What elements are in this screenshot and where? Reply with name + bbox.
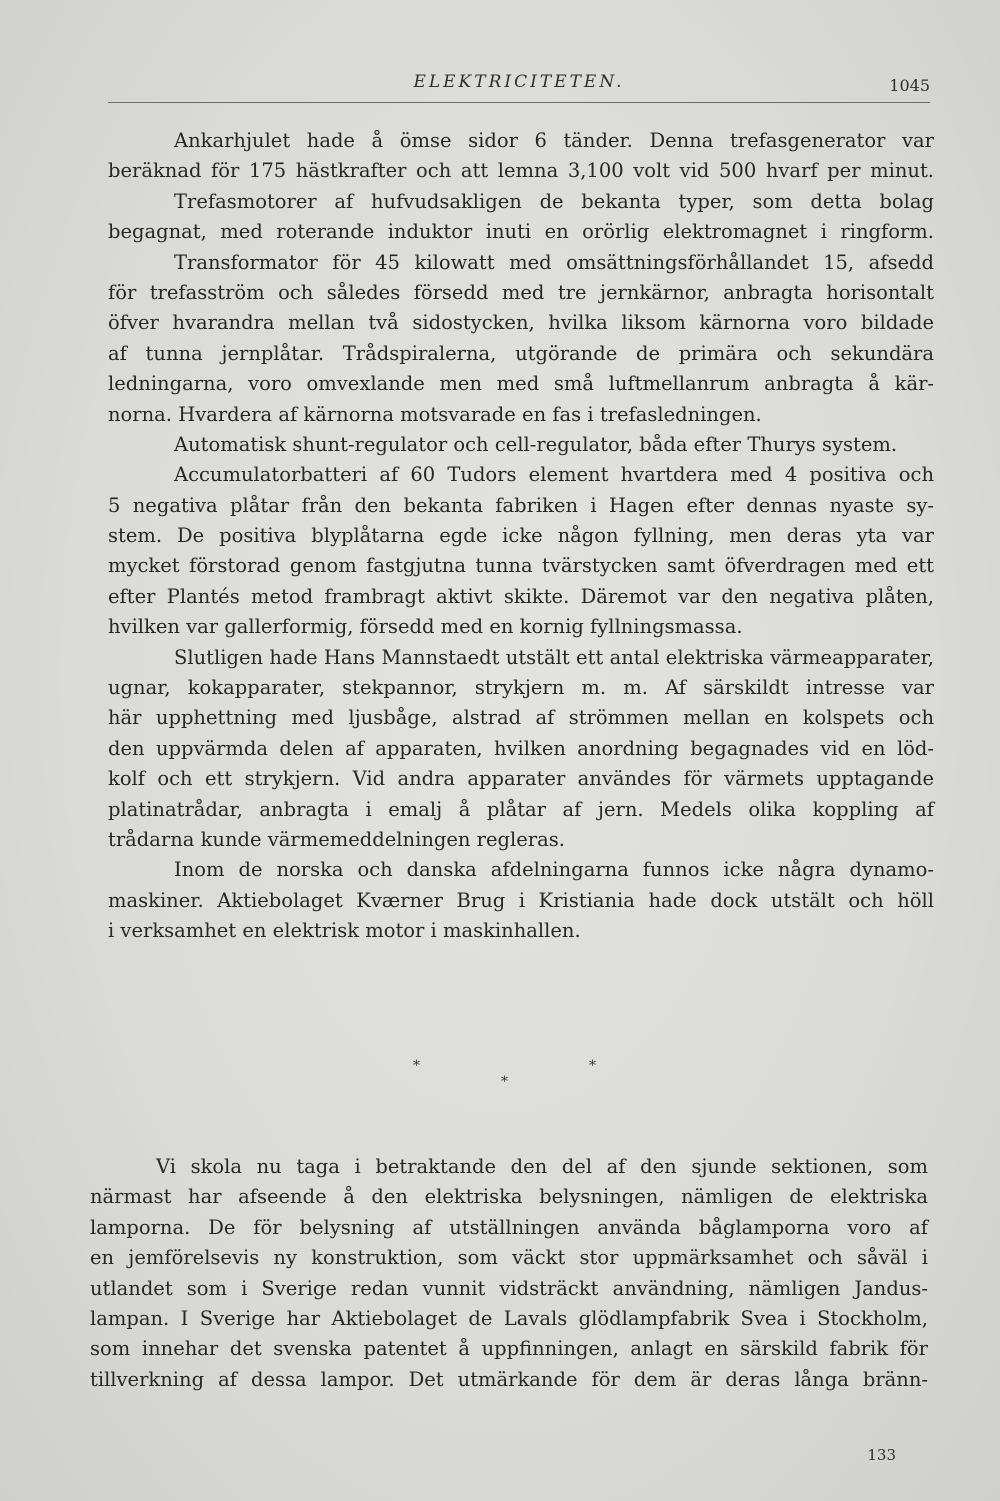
text-line: Trefasmotorer af hufvudsakligen de bekanta typer, som detta bolag: [174, 189, 934, 213]
section-1-text: [108, 126, 934, 947]
text-line: stem. De positiva blyplåtarna egde icke någon fyllning, men deras yta var: [108, 524, 934, 548]
running-head: [108, 68, 930, 103]
asterism-star: *: [501, 1074, 508, 1090]
text-line: den uppvärmda delen af apparaten, hvilken anordning begagnades vid en löd-: [108, 736, 934, 760]
text-line: som innehar det svenska patentet å uppfinningen, anlagt en särskild fabrik för: [90, 1337, 928, 1361]
text-line: ledningarna, voro omvexlande men med små luftmellanrum anbragta å kär-: [108, 372, 934, 396]
asterism-star: *: [413, 1058, 420, 1074]
text-line: 5 negativa plåtar från den bekanta fabriken i Hagen efter dennas nyaste sy-: [108, 493, 934, 517]
text-line: Accumulatorbatteri af 60 Tudors element hvartdera med 4 positiva och: [174, 463, 934, 487]
text-line: i verksamhet en elektrisk motor i maskinhallen.: [108, 919, 581, 943]
text-line: lamporna. De för belysning af utställningen använda båglamporna voro af: [90, 1215, 928, 1239]
text-line: en jemförelsevis ny konstruktion, som väckt stor uppmärksamhet och såväl i: [90, 1246, 928, 1270]
text-line: mycket förstorad genom fastgjutna tunna tvärstycken samt öfverdragen med ett: [108, 554, 934, 578]
text-line: norna. Hvardera af kärnorna motsvarade en fas i trefasledningen.: [108, 402, 762, 426]
running-title: ELEKTRICITETEN.: [413, 72, 625, 92]
text-line: Slutligen hade Hans Mannstaedt utstält ett antal elektriska värmeapparater,: [174, 645, 934, 669]
signature-mark: 133: [867, 1446, 896, 1464]
text-line: Transformator för 45 kilowatt med omsättningsförhållandet 15, afsedd: [174, 250, 934, 274]
section-2-text: [90, 1152, 928, 1395]
asterism: [0, 1058, 1000, 1098]
text-line: närmast har afseende å den elektriska belysningen, nämligen de elektriska: [90, 1185, 928, 1209]
asterism-star: *: [589, 1058, 596, 1074]
text-line: begagnat, med roterande induktor inuti en orörlig elektromagnet i ringform.: [108, 220, 934, 244]
text-line: för trefasström och således försedd med tre jernkärnor, anbragta horisontalt: [108, 280, 934, 304]
text-line: efter Plantés metod frambragt aktivt skikte. Däremot var den negativa plåten,: [108, 584, 934, 608]
text-line: beräknad för 175 hästkrafter och att lemna 3,100 volt vid 500 hvarf per minut.: [108, 159, 934, 183]
text-line: platinatrådar, anbragta i emalj å plåtar af jern. Medels olika koppling af: [108, 797, 934, 821]
text-line: här upphettning med ljusbåge, alstrad af strömmen mellan en kolspets och: [108, 706, 934, 730]
text-line: utlandet som i Sverige redan vunnit vidsträckt användning, nämligen Jandus-: [90, 1276, 928, 1300]
text-line: kolf och ett strykjern. Vid andra apparater användes för värmets upptagande: [108, 767, 934, 791]
page-number: 1045: [889, 76, 930, 95]
text-line: tillverkning af dessa lampor. Det utmärkande för dem är deras långa bränn-: [90, 1367, 928, 1391]
text-line: Inom de norska och danska afdelningarna funnos icke några dynamo-: [174, 858, 934, 882]
text-line: maskiner. Aktiebolaget Kværner Brug i Kristiania hade dock utstält och höll: [108, 888, 934, 912]
text-line: af tunna jernplåtar. Trådspiralerna, utgörande de primära och sekundära: [108, 341, 934, 365]
text-line: hvilken var gallerformig, försedd med en kornig fyllningsmassa.: [108, 615, 743, 639]
text-line: ugnar, kokapparater, stekpannor, strykjern m. m. Af särskildt intresse var: [108, 676, 934, 700]
text-line: Automatisk shunt-regulator och cell-regulator, båda efter Thurys system.: [174, 432, 898, 456]
text-line: trådarna kunde värmemeddelningen regleras.: [108, 827, 565, 851]
text-line: Vi skola nu taga i betraktande den del af den sjunde sektionen, som: [156, 1155, 928, 1178]
text-line: öfver hvarandra mellan två sidostycken, hvilka liksom kärnorna voro bildade: [108, 311, 934, 335]
text-line: lampan. I Sverige har Aktiebolaget de Lavals glödlampfabrik Svea i Stockholm,: [90, 1306, 928, 1330]
text-line: Ankarhjulet hade å ömse sidor 6 tänder. Denna trefasgenerator var: [174, 129, 934, 152]
